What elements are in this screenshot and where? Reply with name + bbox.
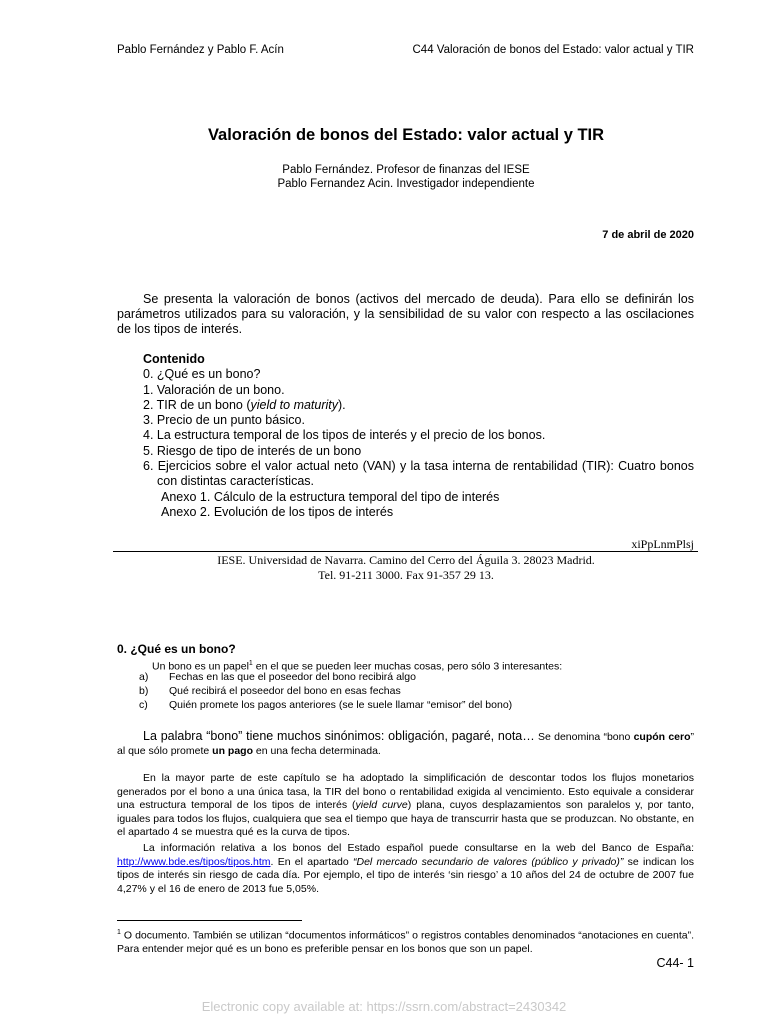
toc-item-1: 1. Valoración de un bono.: [143, 382, 285, 397]
yield-curve-term: yield curve: [355, 799, 408, 811]
bank-info-text-2: . En el apartado: [270, 855, 353, 868]
footnote-number: 1: [117, 929, 121, 936]
toc-item-6: 6. Ejercicios sobre el valor actual neto (VAN) y la tasa interna de rentabilidad (TIR): Cuatro bonos con distintas características.: [143, 459, 694, 489]
document-title: Valoración de bonos del Estado: valor actual y TIR: [207, 126, 605, 144]
toc-item-5: 5. Riesgo de tipo de interés de un bono: [143, 443, 362, 458]
document-date: 7 de abril de 2020: [602, 229, 694, 241]
bond-synonyms-paragraph: [117, 730, 694, 758]
toc-item-4: 4. La estructura temporal de los tipos de interés y el precio de los bonos.: [143, 428, 546, 443]
toc-annex-1: Anexo 1. Cálculo de la estructura temporal del tipo de interés: [161, 489, 500, 504]
list-item-text: Qué recibirá el poseedor del bono en esas fechas: [169, 685, 401, 697]
footnote-text: O documento. También se utilizan “documentos informáticos” o registros contables denominados “anotaciones en cuenta”. Para entender mejor qué es un bono es preferible pensar en los bonos que son un papel.: [117, 929, 694, 955]
lead-text-rest: en el que se pueden leer muchas cosas, pero sólo 3 interesantes:: [252, 660, 563, 673]
address-divider: [113, 551, 698, 552]
list-item-text: Fechas en las que el poseedor del bono recibirá algo: [169, 671, 416, 683]
simplification-text-2: ) plana, cuyos desplazamientos son paralelos y, por tanto, iguales para todos los flujos, cualquiera que sea el tiempo que haya de transcurrir hasta que se produzcan. No obstante, en el apartado 4 se muestra qué es la curva de tipos.: [117, 799, 694, 838]
list-item: [139, 671, 416, 685]
list-item-label: a): [139, 671, 149, 683]
section-0-heading: 0. ¿Qué es un bono?: [117, 642, 236, 656]
table-of-contents: [143, 352, 694, 520]
toc-annex-2: Anexo 2. Evolución de los tipos de interés: [161, 504, 394, 519]
running-header-authors: Pablo Fernández y Pablo F. Acín: [117, 44, 284, 56]
document-code: xiPpLnmPlsj: [631, 537, 694, 551]
list-item: [139, 685, 401, 699]
bank-info-text-3: se indican los tipos de interés sin riesgo de cada día. Por ejemplo, el tipo de interés ‘sin riesgo’ a 10 años del 24 de octubre de 2007 fue 4,27% y el 16 de enero de 2013 fue 5,05%.: [117, 855, 695, 895]
bde-link[interactable]: http://www.bde.es/tipos/tipos.htm: [117, 855, 271, 868]
zero-coupon-text-3: en una fecha determinada.: [252, 744, 381, 757]
list-item-label: c): [139, 699, 148, 711]
list-item-text: Quién promete los pagos anteriores (se le suele llamar “emisor” del bono): [169, 699, 513, 711]
toc-item-2-text: 2. TIR de un bono (: [143, 397, 251, 412]
footnote-divider: [117, 920, 302, 921]
toc-item-3: 3. Precio de un punto básico.: [143, 413, 305, 428]
contents-heading: Contenido: [143, 352, 205, 366]
zero-coupon-term: cupón cero: [633, 731, 691, 743]
bank-of-spain-paragraph: [117, 842, 694, 896]
iese-address: IESE. Universidad de Navarra. Camino del Cerro del Águila 3. 28023 Madrid.: [217, 553, 595, 567]
running-header-chapter: C44 Valoración de bonos del Estado: valor actual y TIR: [412, 44, 694, 56]
lead-text: Un bono es un papel: [152, 660, 249, 673]
toc-item-2-close: ).: [338, 397, 346, 412]
list-item-label: b): [139, 685, 149, 697]
simplification-paragraph: [117, 772, 694, 840]
author-line-2: Pablo Fernandez Acin. Investigador independiente: [277, 178, 535, 190]
synonyms-text: La palabra “bono” tiene muchos sinónimos: obligación, pagaré, nota…: [143, 729, 535, 743]
iese-phone-fax: Tel. 91-211 3000. Fax 91-357 29 13.: [318, 568, 494, 582]
toc-item-2-emphasis: yield to maturity: [250, 397, 339, 412]
intro-paragraph: Se presenta la valoración de bonos (activos del mercado de deuda). Para ello se definirán los parámetros utilizados para su valoración, y la sensibilidad de su valor con respecto a las oscilaciones de los tipos de interés.: [117, 292, 694, 336]
bank-info-text: La información relativa a los bonos del Estado español puede consultarse en la web del Banco de España:: [143, 842, 694, 854]
page-number: C44- 1: [656, 956, 694, 970]
zero-coupon-text: Se denomina “bono: [534, 731, 634, 743]
single-payment-term: un pago: [212, 744, 253, 757]
simplification-text: En la mayor parte de este capítulo se ha adoptado la simplificación de descontar todos los flujos monetarios generados por el bono a una única tasa, la TIR del bono o rentabilidad exigida al vencimiento. Esto equivale a considerar una estructura temporal de los tipos de interés (: [117, 772, 694, 811]
ssrn-watermark: Electronic copy available at: https://ssrn.com/abstract=2430342: [201, 999, 567, 1014]
footnote: [117, 926, 694, 956]
footnote-ref: 1: [248, 660, 253, 667]
zero-coupon-text-2: ” al que sólo promete: [117, 731, 694, 757]
author-line-1: Pablo Fernández. Profesor de finanzas del IESE: [282, 164, 530, 176]
list-item: [139, 699, 512, 713]
toc-item-2: [143, 398, 694, 413]
toc-item-0: 0. ¿Qué es un bono?: [143, 367, 261, 382]
secondary-market-title: “Del mercado secundario de valores (público y privado)”: [353, 855, 624, 868]
